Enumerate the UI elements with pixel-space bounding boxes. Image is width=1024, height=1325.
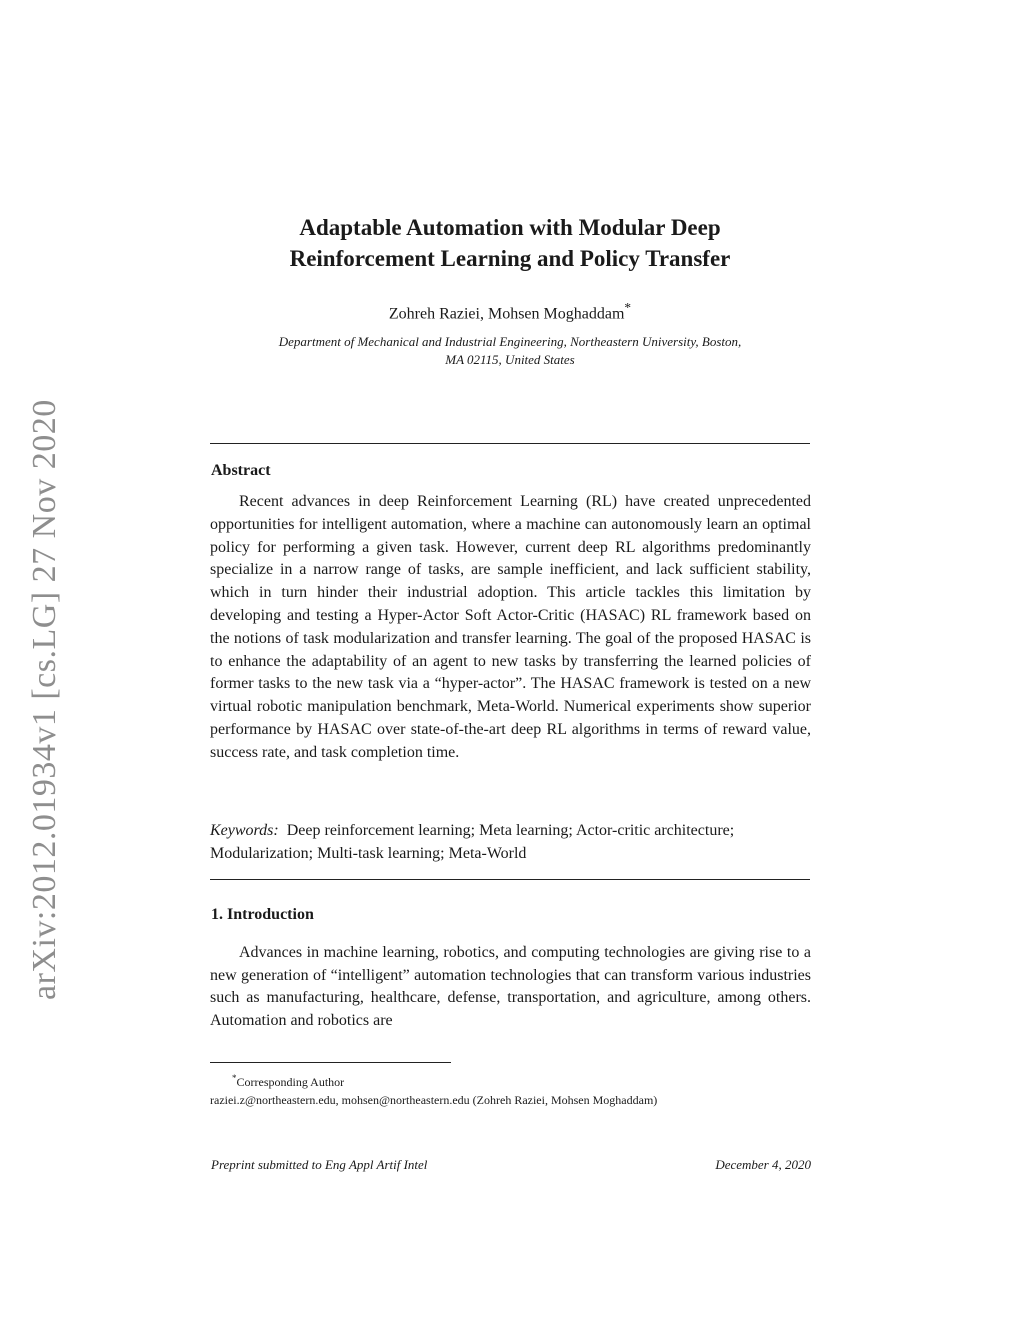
introduction-text: Advances in machine learning, robotics, and computing technologies are giving rise to a new generation of “intelligent” automation technologies that can transform various industries such as manufacturing, healthcare, defense, transportation, and agriculture, among others. Automation and robotics are [210, 944, 811, 1029]
author-list [210, 300, 810, 323]
title-line-2: Reinforcement Learning and Policy Transfer [289, 246, 731, 271]
arxiv-identifier: arXiv:2012.01934v1 [cs.LG] 27 Nov 2020 [26, 399, 63, 1000]
preprint-note: Preprint submitted to Eng Appl Artif Intel [211, 1157, 428, 1172]
footnote-mark: * [232, 1073, 237, 1083]
abstract-heading: Abstract [211, 462, 271, 479]
affiliation-line-2: MA 02115, United States [445, 352, 575, 367]
title-line-1: Adaptable Automation with Modular Deep [299, 215, 721, 240]
paper-title [210, 212, 810, 274]
affiliation-line-1: Department of Mechanical and Industrial Engineering, Northeastern University, Boston, [278, 334, 742, 349]
section-heading-introduction: 1. Introduction [211, 906, 314, 923]
abstract-text: Recent advances in deep Reinforcement Learning (RL) have created unprecedented opportunities for intelligent automation, where a machine can autonomously learn an optimal policy for performing a given task. However, current deep RL algorithms predominantly specialize in a narrow range of tasks, are sample inefficient, and lack sufficient stability, which in turn hinder their industrial adoption. This article tackles this limitation by developing and testing a Hyper-Actor Soft Actor-Critic (HASAC) RL framework based on the notions of task modularization and transfer learning. The goal of the proposed HASAC is to enhance the adaptability of an agent to new tasks by transferring the learned policies of former tasks to the new task via a “hyper-actor”. The HASAC framework is tested on a new virtual robotic manipulation benchmark, Meta-World. Numerical experiments show superior performance by HASAC over state-of-the-art deep RL algorithms in terms of reward value, success rate, and task completion time. [210, 493, 811, 761]
abstract-top-rule [210, 443, 810, 444]
footnote-emails: raziei.z@northeastern.edu, mohsen@northeastern.edu (Zohreh Raziei, Mohsen Moghaddam) [210, 1093, 658, 1107]
author-names: Zohreh Raziei, Mohsen Moghaddam [388, 305, 625, 323]
keywords-label: Keywords: [210, 822, 279, 839]
preprint-date: December 4, 2020 [715, 1157, 811, 1172]
corresponding-author-mark: * [624, 300, 632, 315]
footnote-label: Corresponding Author [236, 1075, 345, 1089]
affiliation [210, 333, 810, 369]
footnote-rule [210, 1062, 451, 1063]
keywords-text: Deep reinforcement learning; Meta learning; Actor-critic architecture; Modularization; Multi-task learning; Meta-World [210, 822, 735, 862]
footnote [210, 1069, 811, 1109]
abstract-bottom-rule [210, 879, 810, 880]
keywords [210, 820, 811, 865]
